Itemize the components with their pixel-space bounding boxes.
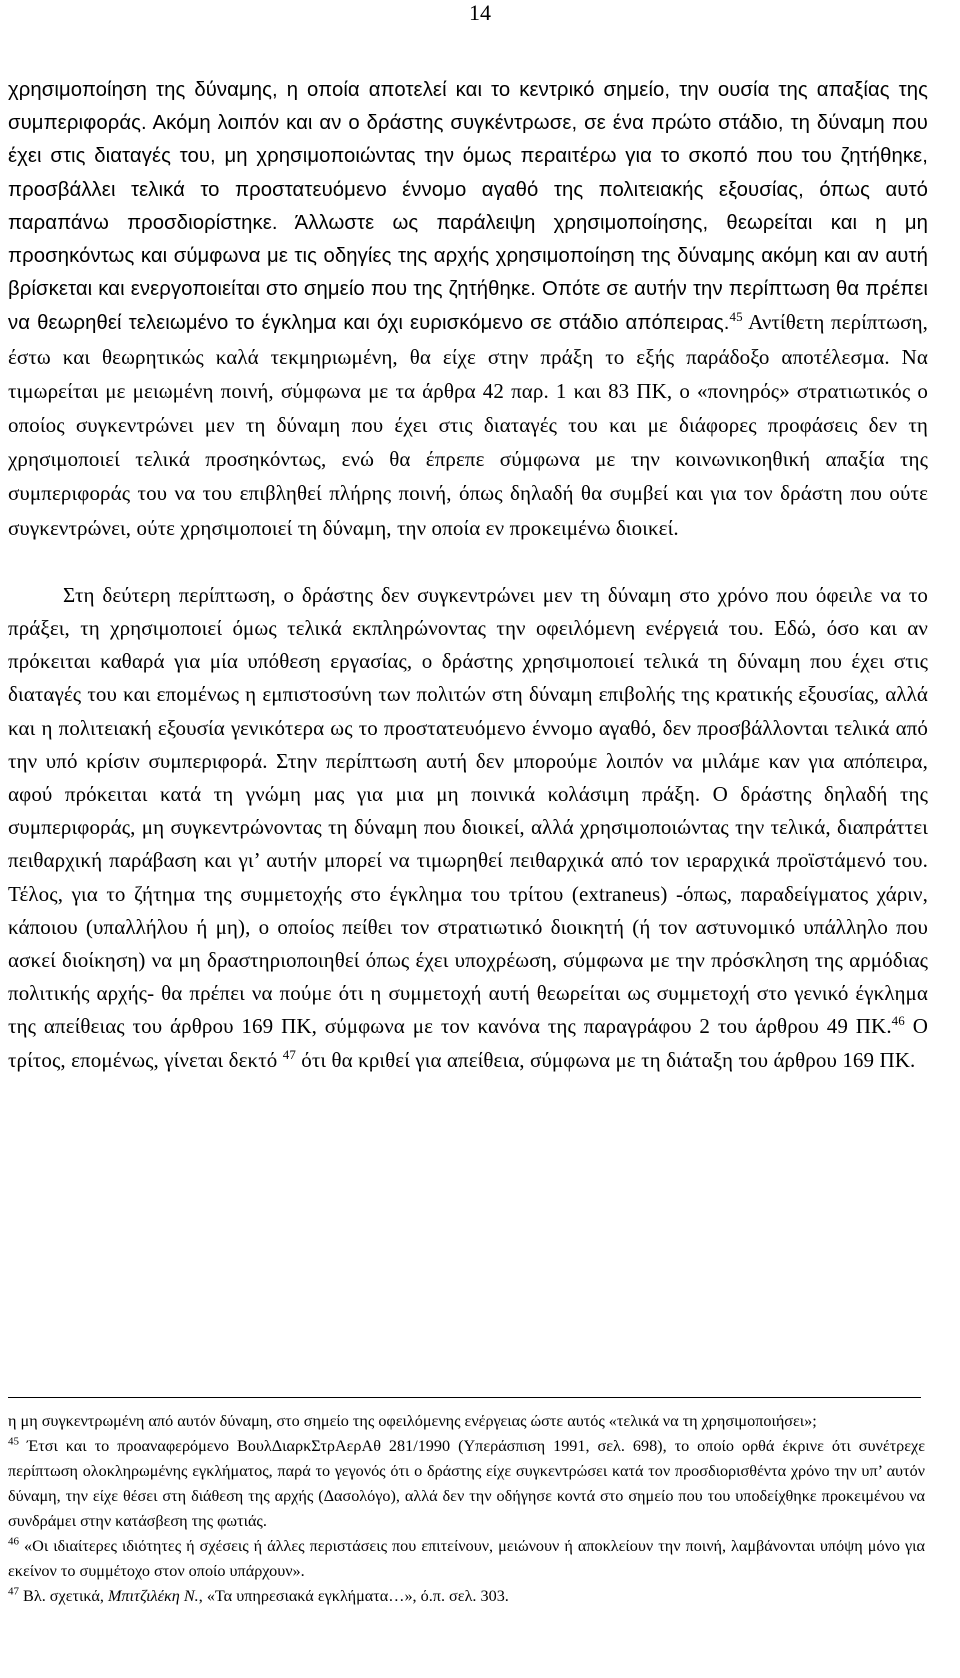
paragraph-2-text-a: Στη δεύτερη περίπτωση, ο δράστης δεν συγκεντρώνει μεν τη δύναμη στο χρόνο που όφειλε να το πράξει, τη χρησιμοποιεί όμως τελικά εκπληρώνοντας την οφειλόμενη ενέργειά του. Εδώ, όσο και αν πρόκειται καθαρά για μία υπόθεση εργασίας, ο δράστης χρησιμοποιεί τελικά τη δύναμη που έχει στις διαταγές του και επομένως η εμπιστοσύνη των πολιτών στη δύναμη επιβολής της κρατικής εξουσίας, αλλά και η πολιτειακή εξουσία γενικότερα ως το προστατευόμενο έννομο αγαθό, δεν προσβάλλονται τελικά από την υπό κρίσιν συμπεριφορά. Στην περίπτωση αυτή δεν μπορούμε λοιπόν να μιλάμε καν για απόπειρα, αφού πρόκειται κατά τη γνώμη μας για μια μη ποινικά κολάσιμη πράξη. Ο δράστης δηλαδή της συμπεριφοράς, μη συγκεντρώνοντας τη δύναμη που διοικεί, αλλά χρησιμοποιώντας την τελικά, διαπράττει πειθαρχική παράβαση και γι’ αυτήν μπορεί να τιμωρηθεί πειθαρχικά από τον ιεραρχικά προϊστάμενό του. Τέλος, για το ζήτημα της συμμετοχής στο έγκλημα του τρίτου (extraneus) -όπως, παραδείγματος χάριν, κάποιου (υπαλλήλου ή μη), ο οποίος πείθει τον στρατιωτικό διοικητή (ή τον αστυνομικό υπάλληλο που ασκεί διοίκηση) να μη δραστηριοποιηθεί όπως έχει υποχρέωση, σύμφωνα με την πρόσκληση της αρμόδιας πολιτικής αρχής- θα πρέπει να πούμε ότι η συμμετοχή αυτή θεωρείται ως συμμετοχή στο γενικό έγκλημα της απείθειας του άρθρου 169 ΠΚ, σύμφωνα με τον κανόνα της παραγράφου 2 του άρθρου 49 ΠΚ. — [8, 582, 928, 1039]
footnote-separator — [8, 1397, 921, 1398]
footnote-45 — [8, 1434, 925, 1534]
paragraph-1 — [8, 74, 928, 546]
footnote-46 — [8, 1534, 925, 1584]
footnote-47 — [8, 1584, 925, 1609]
page-number: 14 — [469, 0, 491, 25]
paragraph-1-text-b: Αντίθετη περίπτωση, έστω και θεωρητικώς καλά τεκμηριωμένη, θα είχε στην πράξη το εξής παράδοξο αποτέλεσμα. Να τιμωρείται με μειωμένη ποινή, σύμφωνα με τα άρθρα 42 παρ. 1 και 83 ΠΚ, ο «πονηρός» στρατιωτικός ο οποίος συγκεντρώνει μεν τη δύναμη που έχει στις διαταγές του και με διάφορες προφάσεις δεν τη χρησιμοποιεί τελικά προσηκόντως, ενώ θα έπρεπε σύμφωνα με την κοινωνικοηθική απαξία της συμπεριφοράς του να του επιβληθεί πλήρης ποινή, όπως δηλαδή θα συμβεί και για τον δράστη που ούτε συγκεντρώνει, ούτε χρησιμοποιεί τη δύναμη, την οποία εν προκειμένω διοικεί. — [8, 310, 928, 540]
paragraph-1-text-a: χρησιμοποίηση της δύναμης, η οποία αποτελεί και το κεντρικό σημείο, την ουσία της απαξίας της συμπεριφοράς. Ακόμη λοιπόν και αν ο δράστης συγκέντρωσε, σε ένα πρώτο στάδιο, τη δύναμη που έχει στις διαταγές του, μη χρησιμοποιώντας την όμως περαιτέρω για το σκοπό που του ζητήθηκε, προσβάλλει τελικά το προστατευόμενο έννομο αγαθό της πολιτειακής εξουσίας, όπως αυτό παραπάνω προσδιορίστηκε. Άλλωστε ως παράλειψη χρησιμοποίησης, θεωρείται και η μη προσηκόντως και σύμφωνα με τις οδηγίες της αρχής χρησιμοποίηση της δύναμης ακόμη και αν αυτή βρίσκεται και ενεργοποιείται στο σημείο που της ζητήθηκε. Οπότε σε αυτήν την περίπτωση θα πρέπει να θεωρηθεί τελειωμένο το έγκλημα και όχι ευρισκόμενο σε στάδιο απόπειρας. — [8, 79, 928, 335]
paragraph-2-text-c: ότι θα κριθεί για απείθεια, σύμφωνα με τη διάταξη του άρθρου 169 ΠΚ. — [295, 1047, 916, 1072]
footnotes — [8, 1409, 925, 1609]
footnote-47-post: , «Τα υπηρεσιακά εγκλήματα…», ό.π. σελ. 303. — [198, 1587, 509, 1605]
footnote-46-text: «Οι ιδιαίτερες ιδιότητες ή σχέσεις ή άλλες περιστάσεις που επιτείνουν, μειώνουν ή αποκλείουν την ποινή, λαμβάνονται υπόψη μόνο για εκείνον το συμμέτοχο στον οποίο υπάρχουν». — [8, 1537, 925, 1580]
paragraph-2-text-b: Ο τρίτος, επομένως, γίνεται δεκτό — [8, 1014, 928, 1072]
footnote-continuation: η μη συγκεντρωμένη από αυτόν δύναμη, στο σημείο της οφειλόμενης ενέργειας ώστε αυτός «τελικά να τη χρησιμοποιήσει»; — [8, 1412, 817, 1430]
footnote-ref-47[interactable]: 47 — [282, 1046, 296, 1062]
footnote-47-pre: Βλ. σχετικά, — [19, 1587, 108, 1605]
paragraph-2 — [8, 579, 928, 1077]
footnote-45-number: 45 — [8, 1435, 19, 1448]
footnote-47-author: Μπιτζιλέκη Ν. — [107, 1587, 199, 1605]
footnote-ref-45[interactable]: 45 — [729, 309, 743, 325]
footnote-ref-46[interactable]: 46 — [891, 1013, 905, 1029]
footnote-47-number: 47 — [8, 1585, 19, 1598]
footnote-46-number: 46 — [8, 1535, 19, 1548]
body-text — [8, 74, 928, 1077]
paragraph-1-serif — [8, 310, 928, 539]
footnote-45-text: Έτσι και το προαναφερόμενο ΒουλΔιαρκΣτρΑερΑθ 281/1990 (Υπεράσπιση 1991, σελ. 698), το οποίο ορθά έκρινε ότι συνέτρεχε περίπτωση ολοκληρωμένης εγκλήματος, παρά το γεγονός ότι ο δράστης είχε συγκεντρώσει κατά τον προσδιορισθέντα χρόνο την υπ’ αυτόν δύναμη, την είχε θέσει στη διάθεση της αρχής (Δασολόγο), αλλά δεν την οδήγησε κοντά στο σημείο που του υποδείχθηκε προκειμένου να συνδράμει στην κατάσβεση της φωτιάς. — [8, 1437, 925, 1530]
